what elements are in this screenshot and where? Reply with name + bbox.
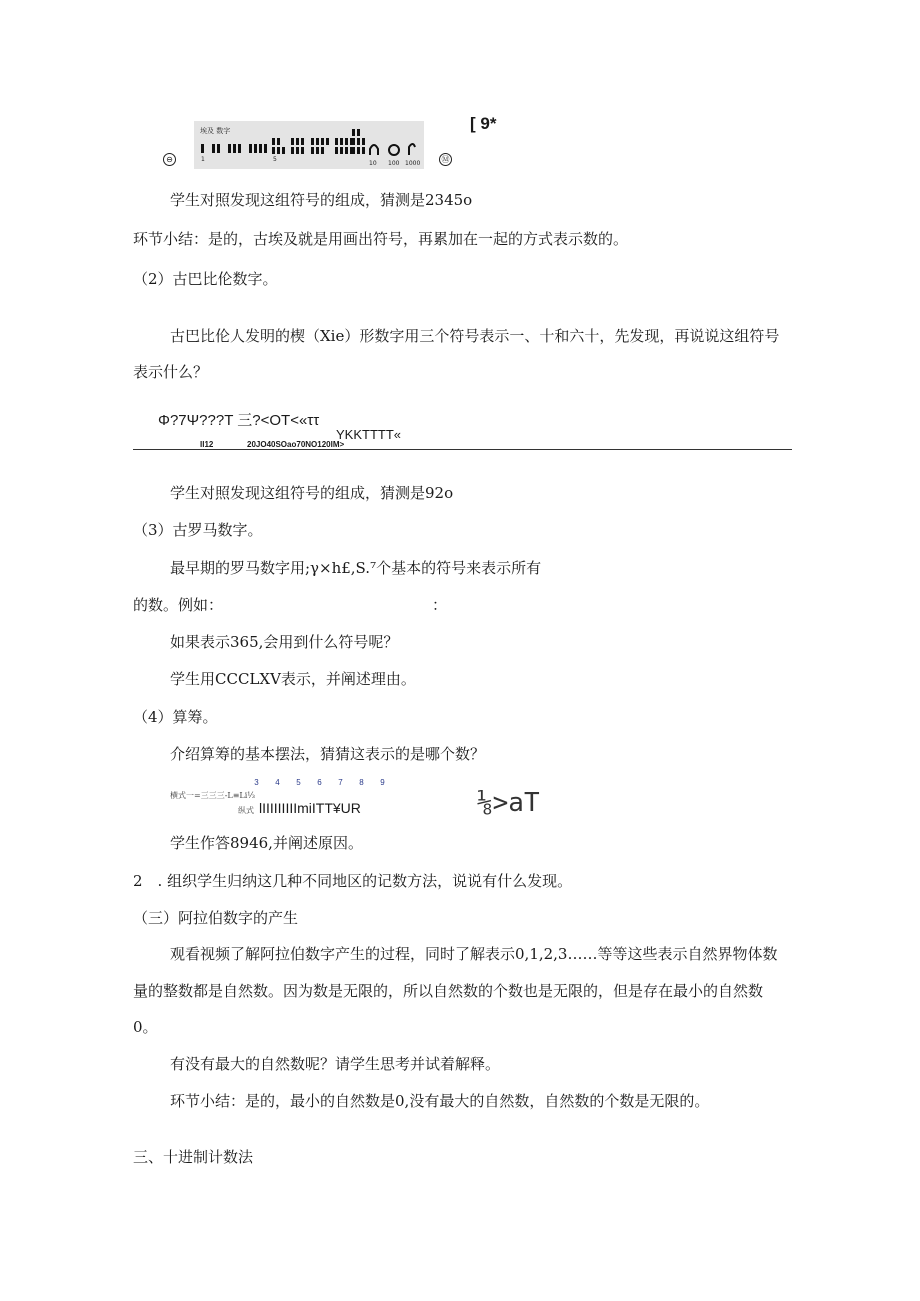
paragraph-natural-summary: 环节小结：是的，最小的自然数是0,没有最大的自然数，自然数的个数是无限的。 [170,1092,710,1110]
egyptian-numerals-image [194,121,424,169]
rods-number: 9 [380,778,385,787]
rods-number: 6 [317,778,322,787]
rods-number: 3 [254,778,259,787]
babylonian-sub-label-2: 20JO40SOao70NO120IM> [247,440,345,449]
paragraph-largest-question: 有没有最大的自然数呢？请学生思考并试着解释。 [170,1055,501,1073]
horizontal-divider [133,449,792,450]
heading-babylonian: （2）古巴比伦数字。 [133,270,278,288]
rods-vertical-row: lIIIIIIIIImiITT¥UR [259,800,361,816]
babylonian-symbols: Φ?7Ψ???T 三?<OT<«ττ [158,412,320,429]
paragraph-roman-intro: 最早期的罗马数字用;γ×h£,S.⁷个基本的符号来表示所有 [170,559,542,577]
paragraph-rods-intro: 介绍算筹的基本摆法，猜猜这表示的是哪个数？ [170,745,486,763]
paragraph-roman-example-colon: ： [432,596,448,614]
paragraph-babylonian-intro: 古巴比伦人发明的楔（Xie）形数字用三个符号表示一、十和六十，先发现，再说说这组符号 [170,327,780,345]
egyptian-label-1000: 1000 [405,160,421,167]
paragraph-arabic-line-1: 观看视频了解阿拉伯数字产生的过程，同时了解表示0,1,2,3……等等这些表示自然界物体数 [170,945,778,963]
paragraph-babylonian-guess: 学生对照发现这组符号的组成，猜测是92o [170,484,454,502]
heading-arabic-numerals: （三）阿拉伯数字的产生 [133,909,299,927]
rods-number: 4 [275,778,280,787]
heading-counting-rods: （4）算筹。 [133,708,218,726]
heading-decimal-system: 三、十进制计数法 [133,1148,254,1166]
left-circle-mark: ⊖ [163,153,176,166]
rods-vertical-label: 纵式 [238,806,254,815]
right-circle-mark: Ⓜ [439,153,452,166]
paragraph-egypt-summary: 环节小结：是的，古埃及就是用画出符号，再累加在一起的方式表示数的。 [133,230,629,248]
egyptian-label-5: 5 [273,156,277,163]
heading-roman: （3）古罗马数字。 [133,521,263,539]
paragraph-rods-answer: 学生作答8946,并阐述原因。 [170,834,363,852]
egyptian-label-1: 1 [201,156,205,163]
paragraph-arabic-line-2: 量的整数都是自然数。因为数是无限的，所以自然数的个数也是无限的，但是存在最小的自然数 [133,982,764,1000]
rods-answer-symbols: ⅛>aT [477,788,540,818]
paragraph-arabic-line-3: 0。 [133,1018,158,1036]
babylonian-symbols-right: YKKTTTT« [336,427,402,442]
paragraph-organize-discussion: 2 . 组织学生归纳这几种不同地区的记数方法，说说有什么发现。 [133,872,573,890]
egyptian-strip-label: 埃及 数字 [200,127,231,135]
corner-mark: [ 9* [470,114,497,133]
egyptian-label-10: 10 [369,160,377,167]
rods-number-row [246,778,393,787]
paragraph-roman-example: 的数。例如： [133,596,224,614]
rods-number: 7 [338,778,343,787]
rods-horizontal-row: 横式一=三三三-L≡Li⅓ [170,791,256,800]
babylonian-sub-label-1: II12 [200,440,214,449]
egyptian-label-100: 100 [388,160,400,167]
paragraph-babylonian-question: 表示什么？ [133,363,209,381]
rods-number: 5 [296,778,301,787]
paragraph-roman-answer: 学生用CCCLXV表示，并阐述理由。 [170,670,416,688]
rods-number: 8 [359,778,364,787]
paragraph-roman-question: 如果表示365,会用到什么符号呢？ [170,633,399,651]
paragraph-egypt-guess: 学生对照发现这组符号的组成，猜测是2345o [170,191,473,209]
